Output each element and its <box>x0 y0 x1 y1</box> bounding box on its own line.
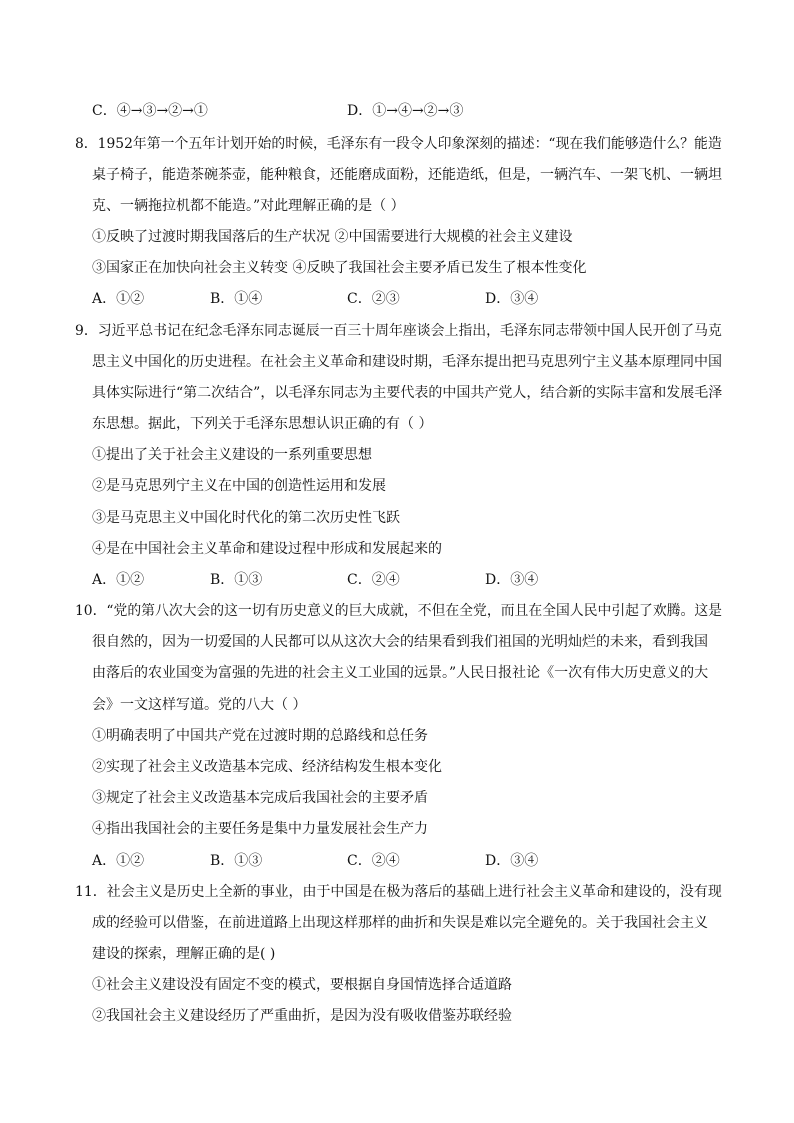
q7-option-d: D．①→④→②→③ <box>347 103 464 119</box>
q11-statement: ②我国社会主义建设经历了严重曲折，是因为没有吸收借鉴苏联经验 <box>92 1008 512 1024</box>
q10-option-a: A．①② <box>92 853 145 869</box>
q9-stem-line: 思主义中国化的历史进程。在社会主义革命和建设时期，毛泽东提出把马克思列宁主义基本原理同中国 <box>92 354 722 370</box>
q8-stem-line: 8．1952年第一个五年计划开始的时候，毛泽东有一段令人印象深刻的描述：“现在我们能够造什么？能造 <box>75 136 722 152</box>
q10-statement: ②实现了社会主义改造基本完成、经济结构发生根本变化 <box>92 759 442 775</box>
q7-option-c: C．④→③→②→① <box>92 103 208 119</box>
q9-stem-line: 具体实际进行“第二次结合”，以毛泽东同志为主要代表的中国共产党人，结合新的实际丰富和发展毛泽 <box>92 385 723 401</box>
q8-option-a: A．①② <box>92 291 145 307</box>
q8-option-c: C．②③ <box>347 291 400 307</box>
q9-statement: ②是马克思列宁主义在中国的创造性运用和发展 <box>92 478 386 494</box>
q10-stem-line: 很自然的，因为一切爱国的人民都可以从这次大会的结果看到我们祖国的光明灿烂的未来，看到我国 <box>92 634 708 650</box>
q8-statement: ①反映了过渡时期我国落后的生产状况 ②中国需要进行大规模的社会主义建设 <box>92 229 573 245</box>
q10-statement: ①明确表明了中国共产党在过渡时期的总路线和总任务 <box>92 728 428 744</box>
q9-option-b: B．①③ <box>210 572 263 588</box>
q9-statement: ③是马克思主义中国化时代化的第二次历史性飞跃 <box>92 510 400 526</box>
q9-option-c: C．②④ <box>347 572 400 588</box>
q8-option-b: B．①④ <box>210 291 263 307</box>
q10-option-d: D．③④ <box>485 853 539 869</box>
q10-stem-line: 由落后的农业国变为富强的先进的社会主义工业国的远景。”人民日报社论《一次有伟大历史意义的大 <box>92 665 709 681</box>
q9-stem-line: 9．习近平总书记在纪念毛泽东同志诞辰一百三十周年座谈会上指出，毛泽东同志带领中国人民开创了马克 <box>75 323 722 339</box>
q9-stem-line: 东思想。据此，下列关于毛泽东思想认识正确的有（ ） <box>92 416 433 432</box>
q10-statement: ④指出我国社会的主要任务是集中力量发展社会生产力 <box>92 821 428 837</box>
q10-stem-line: 10．“党的第八次大会的这一切有历史意义的巨大成就，不但在全党，而且在全国人民中引起了欢腾。这是 <box>75 603 722 619</box>
q8-option-d: D．③④ <box>485 291 539 307</box>
q10-statement: ③规定了社会主义改造基本完成后我国社会的主要矛盾 <box>92 790 428 806</box>
q11-statement: ①社会主义建设没有固定不变的模式，要根据自身国情选择合适道路 <box>92 977 512 993</box>
q8-stem-line: 克、一辆拖拉机都不能造。”对此理解正确的是（ ） <box>92 198 405 214</box>
q11-stem-line: 建设的探索，理解正确的是( ) <box>92 946 276 962</box>
q11-stem-line: 11．社会主义是历史上全新的事业，由于中国是在极为落后的基础上进行社会主义革命和建设的，没有现 <box>75 884 722 900</box>
q11-stem-line: 成的经验可以借鉴，在前进道路上出现这样那样的曲折和失误是难以完全避免的。关于我国社会主义 <box>92 915 708 931</box>
q10-option-b: B．①③ <box>210 853 263 869</box>
q8-statement: ③国家正在加快向社会主义转变 ④反映了我国社会主要矛盾已发生了根本性变化 <box>92 260 587 276</box>
q9-option-a: A．①② <box>92 572 145 588</box>
q10-stem-line: 会》一文这样写道。党的八大（ ） <box>92 697 307 713</box>
q8-stem-line: 桌子椅子，能造茶碗茶壶，能种粮食，还能磨成面粉，还能造纸，但是，一辆汽车、一架飞机、一辆坦 <box>92 167 722 183</box>
q9-statement: ④是在中国社会主义革命和建设过程中形成和发展起来的 <box>92 541 442 557</box>
q9-statement: ①提出了关于社会主义建设的一系列重要思想 <box>92 447 372 463</box>
q10-option-c: C．②④ <box>347 853 400 869</box>
q9-option-d: D．③④ <box>485 572 539 588</box>
